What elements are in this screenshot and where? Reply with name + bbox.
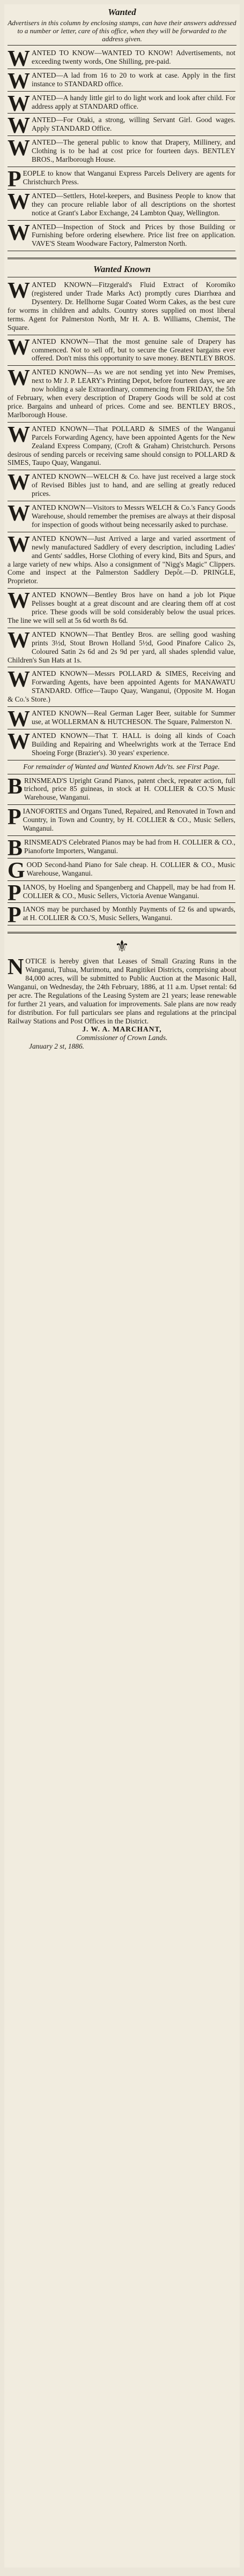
- wanted-known-ad: [8, 709, 236, 732]
- wanted-known-ad: [8, 503, 236, 534]
- notice-body: [8, 957, 236, 1025]
- ad-text: ANTED KNOWN—That Bentley Bros. are selling good washing prints 3½d, Stout Brown Holland 5½d, Good Pinafore Calico 2s, Coloured Satin 2s 6d and 2s 9d per yard, all shades splendid value, Children's Sun Hats at 1s.: [8, 630, 235, 664]
- remainder-note-text: For remainder of Wanted and Wanted Known Adv'ts. see First Page.: [23, 762, 220, 771]
- ad-dropcap: W: [8, 707, 30, 732]
- wanted-ad: [8, 71, 236, 94]
- ad-text: ANTED KNOWN—As we are not sending yet into New Premises, next to Mr J. P. LEARY's Printing Depot, before fourteen days, we are now holding a sale Extraordinary, commencing from FRIDAY, the 5th of February, when every description of Drapery Goods will be sold at cost price. Bargains and unheard of prices. Come and see. BENTLEY BROS., Marlborough House.: [8, 368, 235, 419]
- ad-dropcap: P: [8, 880, 21, 906]
- ad-text: OOD Second-hand Piano for Sale cheap. H. COLLIER & CO., Music Warehouse, Wanganui.: [26, 860, 235, 877]
- ad-text: ANTED KNOWN—Real German Lager Beer, suitable for Summer use, at WOLLERMAN & HUTCHESON. The Square, Palmerston N.: [32, 709, 235, 726]
- ad-dropcap: W: [8, 114, 30, 139]
- wanted-ad: [8, 116, 236, 138]
- wanted-notice: Advertisers in this column by enclosing stamps, can have their answers addressed to a number or letter, care of this office, when they will be forwarded to the address given.: [8, 19, 236, 43]
- ad-text: ANTED KNOWN—That the most genuine sale of Drapery has commenced. Not to sell off, but to secure the Greatest bargains ever offered. Don't miss this opportunity to save money. BENTLEY BROS.: [32, 337, 235, 363]
- wanted-ad: [8, 49, 236, 71]
- ad-text: ANTED—Settlers, Hotel-keepers, and Business People to know that they can procure reliable labor of all descriptions on the shortest notice at Grant's Labor Exchange, 24 Lambton Quay, Wellington.: [32, 191, 235, 217]
- piano-ad-list: [8, 774, 236, 928]
- notice-signature-title: Commissioner of Crown Lands.: [76, 1034, 168, 1042]
- wanted-ad: [8, 189, 236, 223]
- wanted-known-ad: [8, 278, 236, 337]
- ad-text: ANTED—A lad from 16 to 20 to work at case. Apply in the first instance to STANDARD office.: [32, 71, 235, 88]
- ad-dropcap: P: [8, 903, 21, 928]
- ad-dropcap: W: [8, 501, 30, 526]
- ad-dropcap: W: [8, 422, 30, 447]
- ad-dropcap: W: [8, 532, 30, 557]
- divider: [8, 258, 236, 259]
- ad-text: EOPLE to know that Wanganui Express Parcels Delivery are agents for Christchurch Press.: [23, 169, 235, 186]
- wanted-known-ad: [8, 630, 236, 670]
- newspaper-page: [4, 4, 240, 2567]
- ad-text: ANTED—The general public to know that Drapery, Millinery, and Clothing is to be had at cost price for fourteen days. BENTLEY BROS., Marlborough House.: [32, 138, 235, 164]
- ad-text: ANTED KNOWN—Visitors to Messrs WELCH & Co.'s Fancy Goods Warehouse, should remember the premises are always at their disposal for inspection of goods without being necessarily asked to purchase.: [32, 503, 235, 529]
- wanted-known-ad: [8, 422, 236, 473]
- wanted-known-ad: [8, 337, 236, 368]
- wanted-known-ad: [8, 534, 236, 591]
- ad-text: RINSMEAD'S Upright Grand Pianos, patent check, repeater action, full trichord, price 85 guineas, in stock at H. COLLIER & CO.'S Music Warehouse, Wanganui.: [24, 776, 235, 802]
- ad-dropcap: W: [8, 278, 30, 304]
- wanted-section: [8, 6, 236, 253]
- ad-dropcap: W: [8, 189, 30, 214]
- ad-dropcap: W: [8, 729, 30, 754]
- piano-ad: [8, 774, 236, 808]
- ad-text: IANOS may be purchased by Monthly Payments of £2 6s and upwards, at H. COLLIER & CO.'S, Music Sellers, Wanganui.: [23, 905, 235, 922]
- wanted-ad-list: [8, 49, 236, 253]
- ad-dropcap: G: [8, 858, 25, 883]
- ad-text: ANTED KNOWN—Bentley Bros have on hand a job lot Pique Pelisses bought at a great discount and are clearing them off at cost price. These goods will be sold considerably below the usual prices. The line we will sell at 5s 6d worth 8s 6d.: [8, 591, 235, 624]
- ad-text: IANOFORTES and Organs Tuned, Repaired, and Renovated in Town and Country, in Town and Country, by H. COLLIER & CO., Music Sellers, Wanganui.: [23, 807, 235, 833]
- wanted-known-ad: [8, 669, 236, 709]
- ad-dropcap: W: [8, 628, 30, 653]
- divider: [8, 45, 236, 46]
- wanted-known-ad: [8, 368, 236, 424]
- ad-dropcap: B: [8, 774, 23, 799]
- wanted-ad: [8, 138, 236, 169]
- ad-dropcap: W: [8, 136, 30, 161]
- wanted-ad: [8, 220, 236, 254]
- ad-text: ANTED KNOWN—Fitzgerald's Fluid Extract of Koromiko (registered under Trade Marks Act) promptly cures Diarrhœa and Dysentery. Dr. Hellhorne Sugar Coated Worm Cakes, as the best cure for worms in children and adults. Country stores supplied on most liberal terms. Agent for Palmerston North, Mr H. A. B. Williams, Chemist, The Square.: [8, 281, 235, 332]
- ad-dropcap: W: [8, 667, 30, 692]
- wanted-known-heading: Wanted Known: [93, 264, 151, 275]
- ad-dropcap: P: [8, 805, 21, 830]
- crown-crest-icon: ⚜: [115, 938, 129, 956]
- wanted-known-ad-list: [8, 278, 236, 762]
- remainder-note: [8, 763, 236, 777]
- ad-text: ANTED—For Otaki, a strong, willing Servant Girl. Good wages. Apply STANDARD Office.: [32, 116, 235, 133]
- wanted-ad: [8, 91, 236, 116]
- piano-ad: [8, 905, 236, 928]
- ad-dropcap: W: [8, 91, 30, 116]
- piano-ad: [8, 807, 236, 838]
- ad-dropcap: P: [8, 167, 21, 192]
- wanted-known-ad: [8, 729, 236, 763]
- wanted-known-ad: [8, 591, 236, 630]
- ad-text: ANTED KNOWN—WELCH & Co. have just received a large stock of Revised Bibles just to hand, and are selling at greatly reduced prices.: [32, 472, 235, 498]
- ad-dropcap: W: [8, 366, 30, 391]
- ad-dropcap: W: [8, 69, 30, 94]
- ad-text: ANTED—Inspection of Stock and Prices by those Building or Furnishing before ordering elsewhere. Price list free on application. VAVE'S Steam Woodware Factory, Palmerston North.: [32, 222, 235, 248]
- notice-date: January 2 st, 1886.: [29, 1042, 85, 1051]
- notice-text: OTICE is hereby given that Leases of Small Grazing Runs in the Wanganui, Tuhua, Murimotu, and Rangitikei Districts, comprising about 84,000 acres, will be submitted to Public Auction at the Masonic Hall, Wanganui, on Wednesday, the 24th February, 1886, at 11 a.m. Upset rental: 6d per acre. The Regulations of the Leasing System are 21 years; lease renewable for further 21 years, and valuation for improvements. Sale plans are now ready for distribution. For full particulars see plans and regulations at the principal Railway Stations and Post Offices in the District.: [8, 957, 236, 1025]
- ad-text: ANTED KNOWN—That POLLARD & SIMES of the Wanganui Parcels Forwarding Agency, have been appointed Agents for the New Zealand Express Company, (Croft & Graham) Christchurch. Persons desirous of sending parcels or receiving same should consign to POLLARD & SIMES, Taupo Quay, Wanganui.: [8, 424, 235, 467]
- ad-dropcap: W: [8, 470, 30, 495]
- ad-dropcap: W: [8, 47, 30, 71]
- wanted-ad: [8, 169, 236, 192]
- ad-dropcap: W: [8, 220, 30, 245]
- wanted-heading: Wanted: [108, 7, 136, 17]
- ad-text: ANTED TO KNOW—WANTED TO KNOW! Advertisements, not exceeding twenty words, One Shilling, pre-paid.: [32, 49, 235, 65]
- classified-column: [4, 4, 240, 1051]
- notice-signature: J. W. A. MARCHANT,: [82, 1025, 162, 1034]
- piano-ad: [8, 858, 236, 883]
- wanted-known-ad: [8, 472, 236, 503]
- ad-text: ANTED KNOWN—Messrs POLLARD & SIMES, Receiving and Forwarding Agents, have been appointed Agents for MANAWATU STANDARD. Office—Taupo Quay, Wanganui, (Opposite M. Hogan & Co.'s Store.): [8, 669, 235, 704]
- ad-text: ANTED KNOWN—That T. HALL is doing all kinds of Coach Building and Repairing and Wheelwrights work at the Terrace End Shoeing Forge (Brazier's). 30 years' experience.: [32, 731, 235, 757]
- wanted-known-section: [8, 258, 236, 776]
- piano-ad: [8, 835, 236, 861]
- divider: [8, 932, 236, 933]
- ad-text: ANTED—A handy little girl to do light work and look after child. For address apply at STANDARD office.: [32, 93, 235, 110]
- ad-dropcap: W: [8, 589, 30, 614]
- ad-text: IANOS, by Hoeling and Spangenberg and Chappell, may be had from H. COLLIER & CO., Music Sellers, Victoria Avenue Wanganui.: [23, 883, 235, 900]
- ad-text: ANTED KNOWN—Just Arrived a large and varied assortment of newly manufactured Saddlery of every description, including Ladies' and Gents' saddles, Horse Clothing of every kind, Bits and Spurs, and a large variety of new whips. Also a consignment of "Nigg's Magic" Clippers. Come and inspect at the Palmerston Saddlery Depôt.—D. PRINGLE, Proprietor.: [8, 534, 235, 585]
- ad-dropcap: W: [8, 335, 30, 360]
- government-notice: [8, 932, 236, 1051]
- ad-text: RINSMEAD'S Celebrated Pianos may be had from H. COLLIER & CO., Pianoforte Importers, Wanganui.: [24, 838, 235, 855]
- ad-dropcap: B: [8, 835, 23, 861]
- piano-ad: [8, 880, 236, 906]
- notice-dropcap: N: [8, 955, 24, 980]
